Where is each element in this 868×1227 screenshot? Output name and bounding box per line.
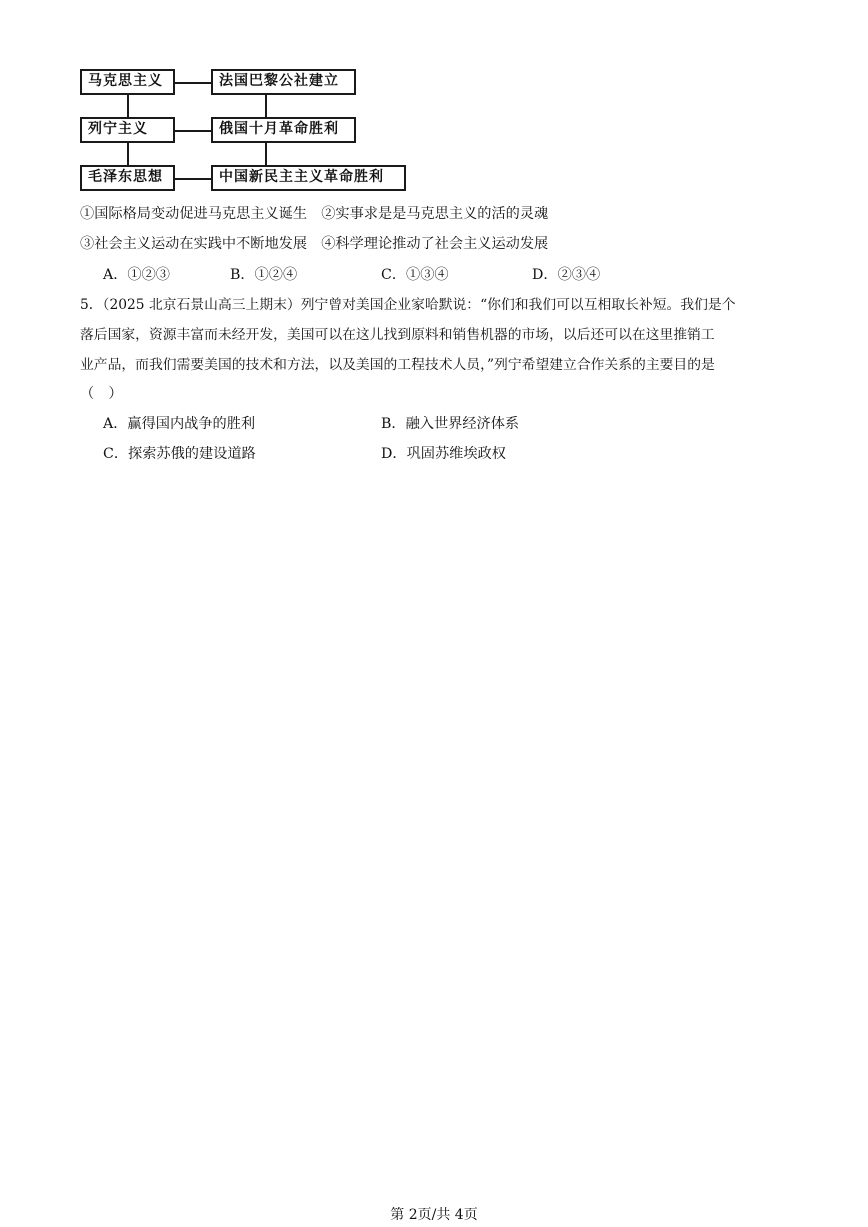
page-footer: 第 2页/共 4页: [390, 1207, 478, 1223]
q4-option-c[interactable]: C．①③④: [381, 267, 449, 283]
box-mao-thought: 毛泽东思想: [80, 165, 175, 191]
connector-v-left-1: [127, 95, 129, 117]
connector-v-right-2: [265, 143, 267, 165]
q5-option-d[interactable]: D．巩固苏维埃政权: [381, 446, 506, 462]
box-china-revolution: 中国新民主主义革命胜利: [211, 165, 406, 191]
connector-v-right-1: [265, 95, 267, 117]
q5-text-line-1: 5．（2025 北京石景山高三上期末）列宁曾对美国企业家哈默说：“你们和我们可以互相取长补短。我们是个: [80, 297, 736, 313]
box-marxism: 马克思主义: [80, 69, 175, 95]
q4-option-b[interactable]: B．①②④: [230, 267, 298, 283]
q5-option-a[interactable]: A．赢得国内战争的胜利: [103, 416, 256, 432]
connector-v-left-2: [127, 143, 129, 165]
q4-option-d[interactable]: D．②③④: [532, 267, 601, 283]
q5-option-b[interactable]: B．融入世界经济体系: [381, 416, 520, 432]
connector-h1: [175, 82, 211, 84]
q5-text-line-3: 业产品，而我们需要美国的技术和方法，以及美国的工程技术人员，”列宁希望建立合作关系的主要目的是: [80, 357, 715, 373]
q4-statements-line-1: ①国际格局变动促进马克思主义诞生 ②实事求是是马克思主义的活的灵魂: [80, 206, 549, 222]
q4-option-a[interactable]: A．①②③: [103, 267, 170, 283]
box-paris-commune: 法国巴黎公社建立: [211, 69, 356, 95]
box-october-revolution: 俄国十月革命胜利: [211, 117, 356, 143]
box-leninism: 列宁主义: [80, 117, 175, 143]
connector-h3: [175, 178, 211, 180]
q5-text-line-2: 落后国家，资源丰富而未经开发，美国可以在这儿找到原料和销售机器的市场，以后还可以在这里推销工: [80, 327, 715, 343]
connector-h2: [175, 130, 211, 132]
q4-statements-line-2: ③社会主义运动在实践中不断地发展 ④科学理论推动了社会主义运动发展: [80, 236, 549, 252]
concept-diagram: [0, 0, 868, 200]
q5-answer-paren: （ ）: [80, 386, 123, 402]
q5-option-c[interactable]: C．探索苏俄的建设道路: [103, 446, 256, 462]
